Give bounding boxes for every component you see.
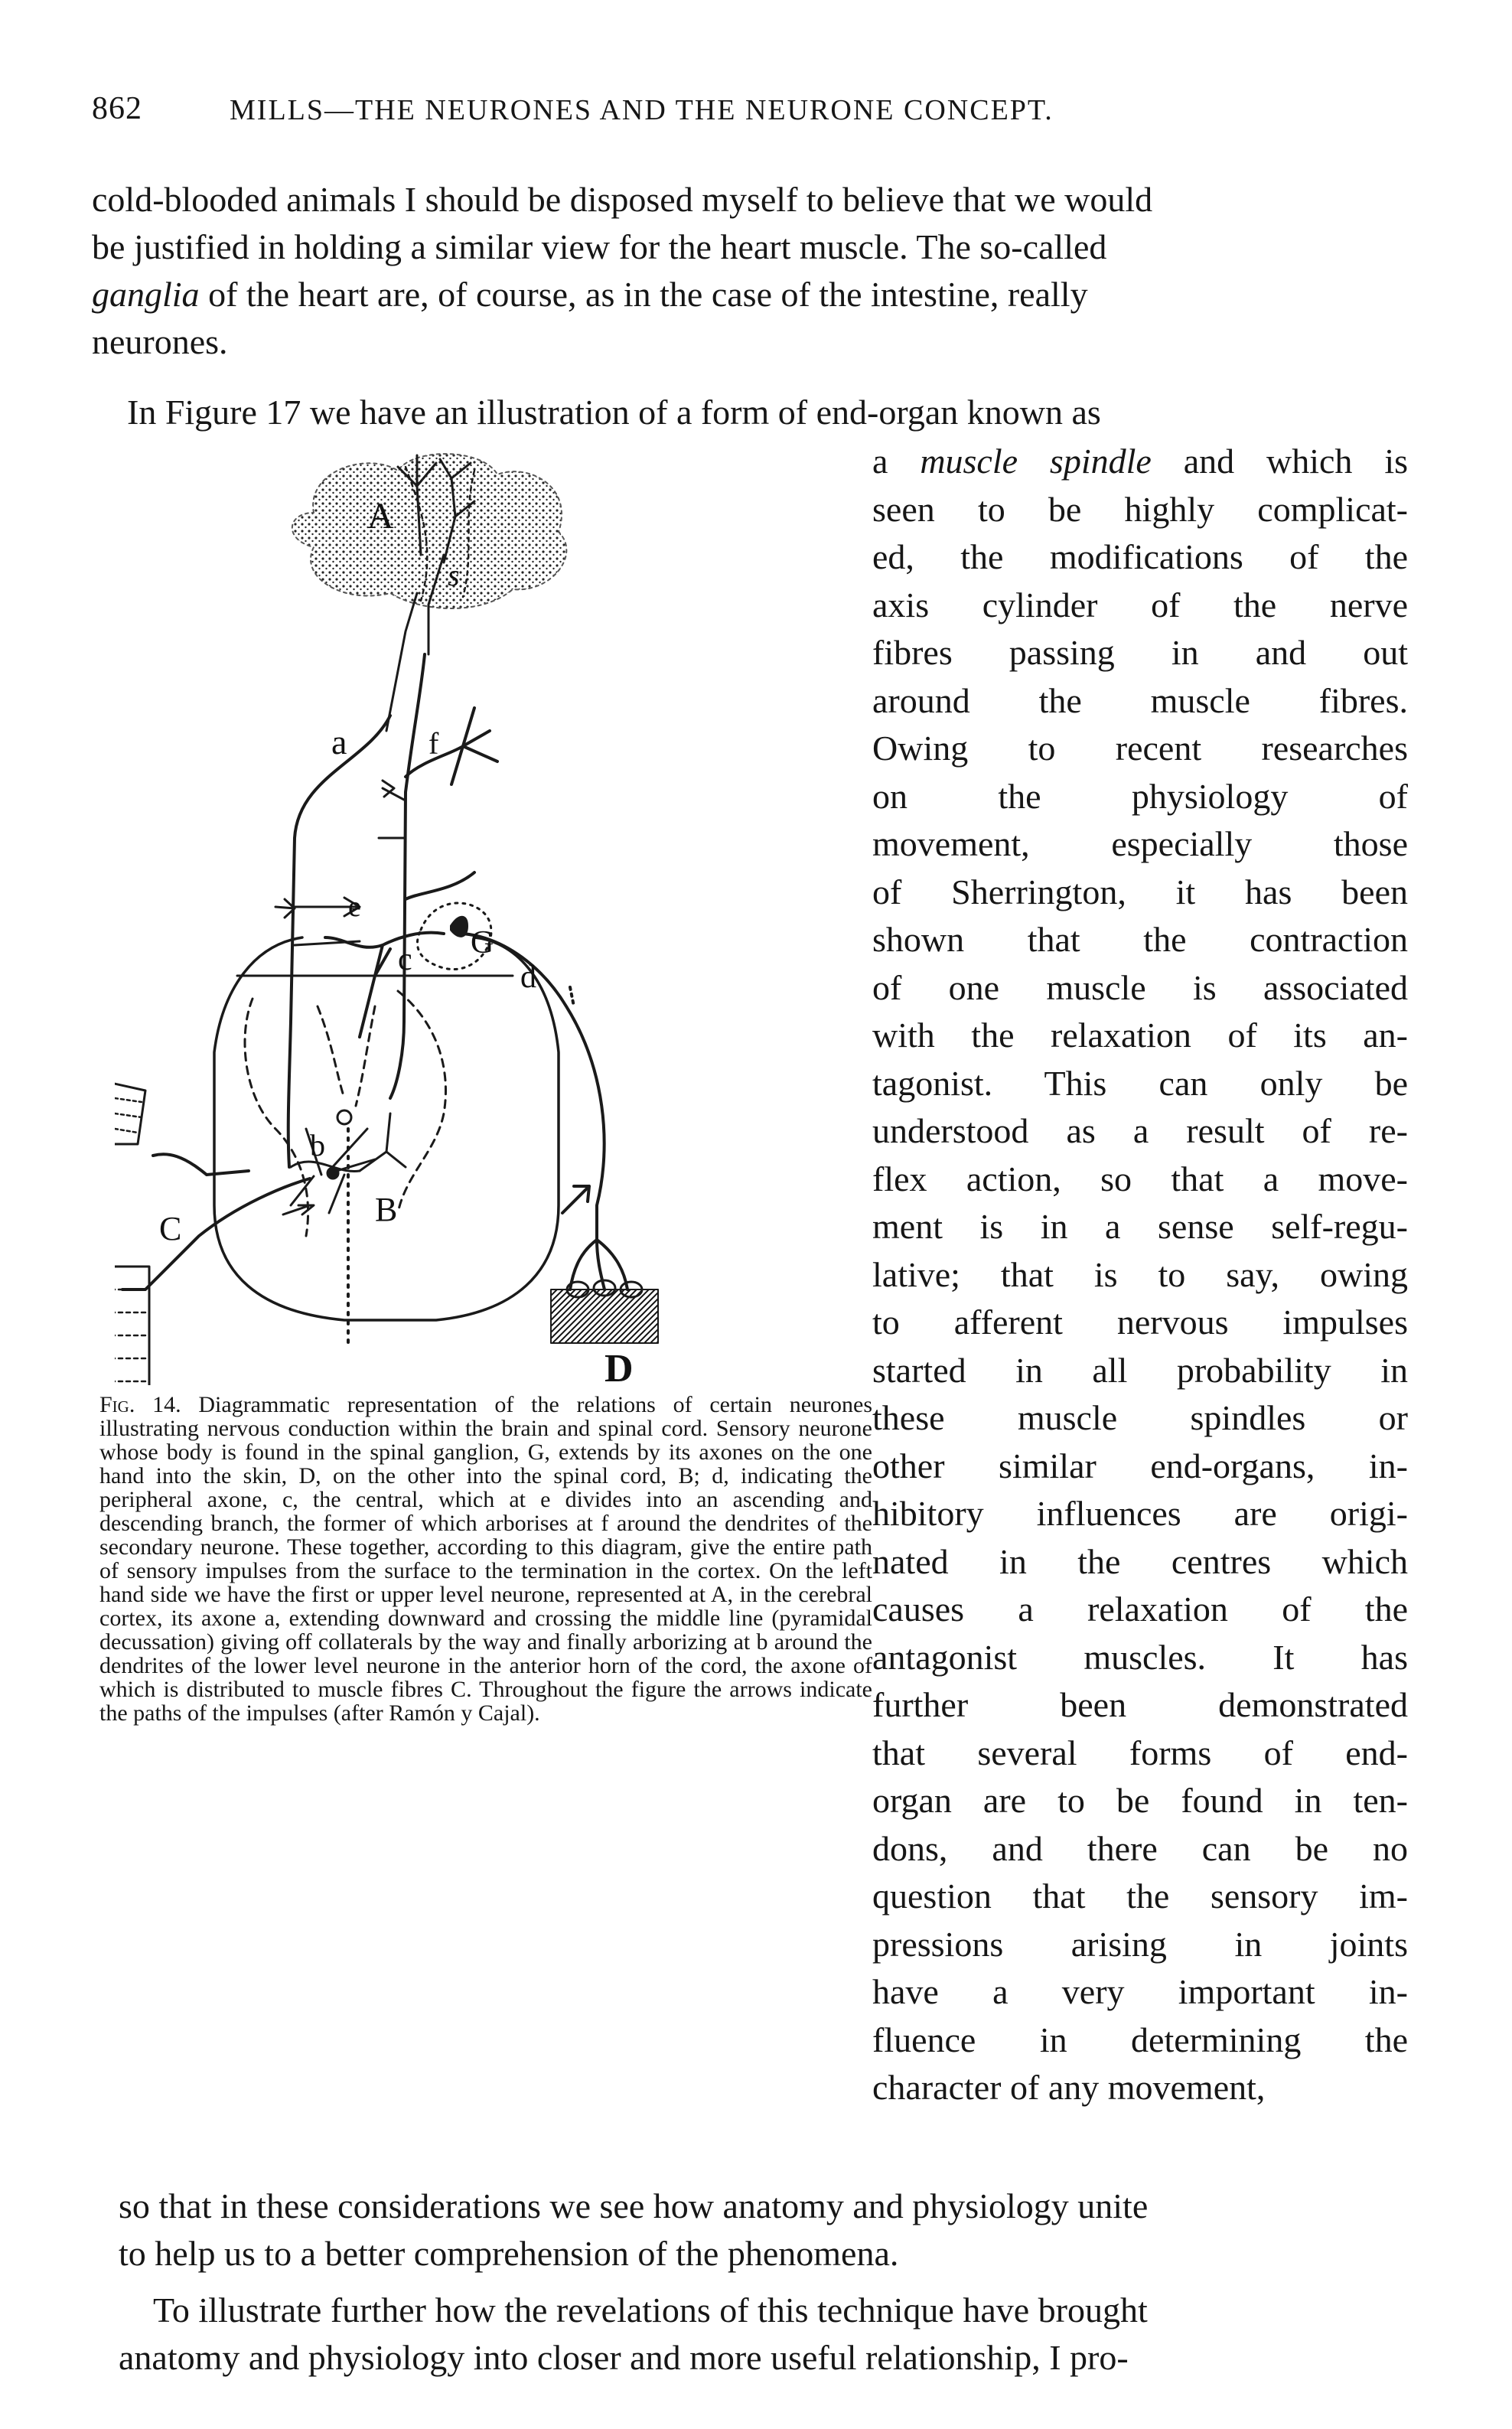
text-line: Owing to recent researches bbox=[872, 729, 1408, 768]
text-line: tagonist. This can only be bbox=[872, 1063, 1408, 1103]
muscle-fibres-top-left bbox=[115, 1083, 145, 1144]
figure-label: Fig. 14. bbox=[99, 1392, 181, 1417]
text-line: flex action, so that a move- bbox=[872, 1159, 1408, 1198]
label-a: a bbox=[331, 722, 347, 761]
label-e: e bbox=[348, 891, 361, 923]
neurone-diagram-figure bbox=[115, 440, 865, 1385]
text-line: ment is in a sense self-regu- bbox=[872, 1207, 1408, 1246]
paragraph-2-right-column bbox=[872, 438, 1408, 2112]
label-d-upper: D bbox=[604, 1347, 634, 1385]
text-line: of Sherrington, it has been bbox=[872, 872, 1408, 911]
label-b-upper: B bbox=[375, 1191, 398, 1228]
running-header bbox=[92, 90, 1408, 136]
text-line: understood as a result of re- bbox=[872, 1111, 1408, 1150]
text-line: character of any movement, bbox=[872, 2068, 1266, 2107]
text-line: pressions arising in joints bbox=[872, 1924, 1408, 1964]
text-line: with the relaxation of its an- bbox=[872, 1016, 1408, 1055]
label-c-upper: C bbox=[159, 1210, 182, 1247]
text-line: nated in the centres which bbox=[872, 1541, 1408, 1581]
label-d: d bbox=[520, 960, 536, 995]
label-b: b bbox=[310, 1128, 325, 1162]
text-line: organ are to be found in ten- bbox=[872, 1781, 1408, 1820]
text-line: further been demonstrated bbox=[872, 1685, 1408, 1724]
text-line: shown that the contraction bbox=[872, 920, 1408, 959]
text-line: around the muscle fibres. bbox=[872, 680, 1408, 720]
text-line: cold-blooded animals I should be disposed myself to believe that we would bbox=[92, 180, 1153, 219]
text-line: these muscle spindles or bbox=[872, 1398, 1408, 1437]
cerebral-cortex bbox=[292, 454, 566, 608]
text-line: question that the sensory im- bbox=[872, 1876, 1408, 1915]
label-f: f bbox=[429, 726, 439, 761]
running-title: MILLS—THE NEURONES AND THE NEURONE CONCEPT. bbox=[230, 94, 1054, 126]
text-line: to help us to a better comprehension of the phenomena. bbox=[119, 2234, 899, 2273]
text-line: other similar end-organs, in- bbox=[872, 1446, 1408, 1485]
paragraph-2-first-line: In Figure 17 we have an illustration of a form of end-organ known as bbox=[127, 393, 1101, 432]
paragraph-3-first-line: To illustrate further how the revelations of this technique have brought bbox=[153, 2290, 1148, 2330]
skin-d bbox=[551, 1280, 658, 1343]
text-line: to afferent nervous impulses bbox=[872, 1303, 1408, 1342]
text-line: of one muscle is associated bbox=[872, 967, 1408, 1007]
text-line: hibitory influences are origi- bbox=[872, 1494, 1408, 1533]
text-line: causes a relaxation of the bbox=[872, 1589, 1408, 1629]
text-line: dons, and there can be no bbox=[872, 1828, 1408, 1868]
paragraph-2-continuation bbox=[119, 2183, 1435, 2277]
text-line: fibres passing in and out bbox=[872, 633, 1408, 672]
text-line: that several forms of end- bbox=[872, 1733, 1408, 1772]
page-number: 862 bbox=[92, 91, 142, 126]
figure-caption bbox=[99, 1393, 872, 1725]
text-line: ganglia of the heart are, of course, as in the case of the intestine, really bbox=[92, 275, 1088, 314]
text-line: have a very important in- bbox=[872, 1972, 1408, 2011]
text-line: started in all probability in bbox=[872, 1350, 1408, 1390]
text-line: antagonist muscles. It has bbox=[872, 1637, 1408, 1677]
italic-term: muscle spindle bbox=[920, 442, 1152, 481]
label-a-upper: A bbox=[367, 496, 394, 536]
paragraph-1 bbox=[92, 176, 1408, 366]
text-line: ed, the modifications of the bbox=[872, 537, 1408, 576]
text-line: a muscle spindle and which is bbox=[872, 442, 1409, 481]
text-line: on the physiology of bbox=[872, 776, 1408, 816]
italic-term: ganglia bbox=[92, 275, 200, 314]
spinal-cord-outline bbox=[214, 937, 559, 1320]
text-line: be justified in holding a similar view for the heart muscle. The so-called bbox=[92, 227, 1107, 266]
paragraph-3-second-line: anatomy and physiology into closer and more useful relationship, I pro- bbox=[119, 2338, 1129, 2377]
label-g: G bbox=[471, 925, 494, 960]
text-line: movement, especially those bbox=[872, 824, 1408, 863]
muscle-fibres-c bbox=[115, 1267, 149, 1385]
caption-text: Diagrammatic representation of the relations of certain neurones illustrating nervous conduction within the brain and spinal cord. Sensory neurone whose body is found in the spinal ganglion, G, extends by its axones on the one hand into the skin, D, on the other into the spinal cord, B; d, indicating the peripheral axone, c, the central, which at e divides into an ascending and descending branch, the former of which arborises at f around the dendrites of the secondary neurone. These together, according to this diagram, give the entire path of sensory impulses from the surface to the termination in the cortex. On the left hand side we have the first or upper level neurone, represented at A, in the cerebral cortex, its axone a, extending downward and crossing the middle line (pyramidal decussation) giving off collaterals by the way and finally arborizing at b around the dendrites of the lower level neurone in the anterior horn of the cord, the axone of which is distributed to muscle fibres C. Throughout the figure the arrows indicate the paths of the impulses (after Ramón y Cajal). bbox=[99, 1392, 873, 1726]
text-line: axis cylinder of the nerve bbox=[872, 585, 1408, 624]
text-line: neurones. bbox=[92, 322, 228, 361]
text-line: so that in these considerations we see how anatomy and physiology unite bbox=[119, 2186, 1149, 2225]
text-line: lative; that is to say, owing bbox=[872, 1254, 1408, 1294]
label-s: s bbox=[448, 558, 460, 592]
text-line: seen to be highly complicat- bbox=[872, 489, 1408, 529]
label-c-small: c bbox=[398, 942, 412, 977]
text-line: fluence in determining the bbox=[872, 2020, 1408, 2059]
